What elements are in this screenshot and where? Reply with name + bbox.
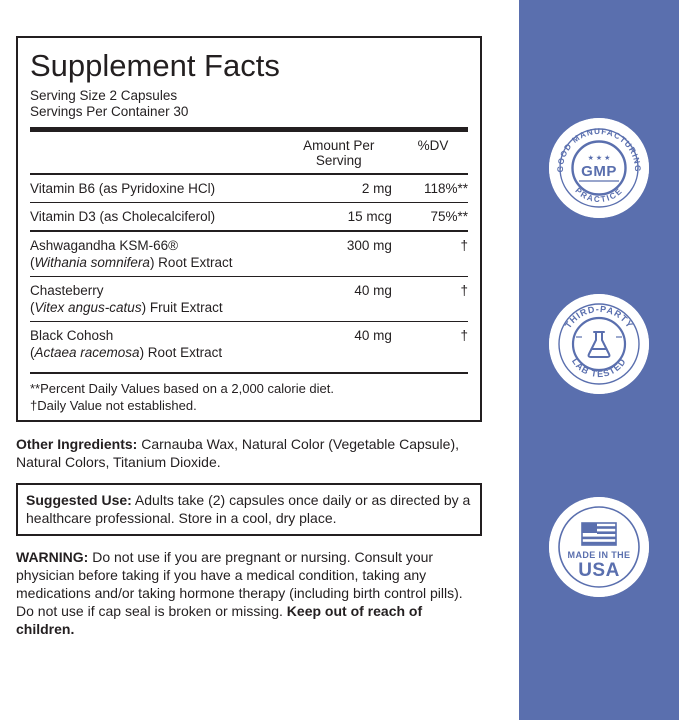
nutrient-name: Vitamin D3 (as Cholecalciferol) [30,209,216,224]
other-ingredients-label: Other Ingredients: [16,436,138,452]
nutrient-name [30,322,280,367]
nutrient-name-main: Black Cohosh [30,328,114,343]
us-flag-icon [549,497,649,597]
servings-per-container: Servings Per Container 30 [30,104,189,119]
nutrient-amount: 2 mg [361,181,392,196]
table-row [30,203,468,231]
table-row [30,277,468,322]
footnote-percent-dv: **Percent Daily Values based on a 2,000 calorie diet. [30,381,335,396]
table-header-row [30,132,468,173]
warning-section [16,548,482,638]
svg-text:LAB TESTED: LAB TESTED [569,356,629,380]
nutrient-name: Vitamin B6 (as Pyridoxine HCl) [30,181,216,196]
warning-bold-tail: Keep out of reach of children. [16,603,423,637]
nutrient-name-sub: (Actaea racemosa) Root Extract [30,345,223,360]
svg-text:MADE IN THE: MADE IN THE [567,550,631,560]
nutrient-name-main: Ashwagandha KSM-66® [30,238,179,253]
nutrient-name-main: Chasteberry [30,283,104,298]
nutrient-dv: † [460,283,468,298]
svg-text:GMP: GMP [581,163,617,180]
svg-text:THIRD-PARTY: THIRD-PARTY [562,303,636,331]
table-row [30,231,468,276]
flask-icon [549,294,649,394]
footnotes [30,374,468,414]
nutrient-name [30,277,280,322]
svg-text:★ ★ ★: ★ ★ ★ [587,155,611,162]
warning-text: Do not use if you are pregnant or nursing. Consult your physician before taking if you have a medical condition, taking any medications and/or taking hormone therapy (including birth control pills). Do not use if cap seal is broken or missing. [16,549,463,619]
other-ingredients [16,435,482,471]
suggested-use [16,483,482,536]
made-in-usa-badge [549,497,649,597]
nutrient-name [30,231,280,276]
suggested-use-label: Suggested Use: [26,492,132,508]
nutrient-dv: 118%** [423,181,468,196]
suggested-use-text: Adults take (2) capsules once daily or as directed by a healthcare professional. Store in a cool, dry place. [26,492,471,526]
header-nutrient [30,132,280,173]
supplement-facts-table [30,132,468,366]
nutrient-name-sub: (Vitex angus-catus) Fruit Extract [30,300,223,315]
footnote-dagger: †Daily Value not established. [30,398,197,413]
table-row [30,174,468,202]
gmp-badge [549,118,649,218]
warning-label: WARNING: [16,549,89,565]
nutrient-dv: † [460,238,468,253]
header-amount-per-serving: Amount Per Serving [303,138,375,168]
header-percent-dv: %DV [417,138,449,153]
nutrient-name-sub: (Withania somnifera) Root Extract [30,255,233,270]
nutrient-amount: 300 mg [346,238,392,253]
gmp-badge-icon [549,118,649,218]
table-row [30,322,468,367]
svg-text:GOOD MANUFACTURING: GOOD MANUFACTURING [555,126,643,173]
nutrient-amount: 40 mg [354,328,392,343]
other-ingredients-text: Carnauba Wax, Natural Color (Vegetable Capsule), Natural Colors, Titanium Dioxide. [16,436,460,470]
nutrient-dv: † [460,328,468,343]
third-party-lab-tested-badge [549,294,649,394]
supplement-facts-panel [16,36,482,422]
nutrient-dv: 75%** [430,209,468,224]
svg-text:USA: USA [578,560,620,581]
nutrient-amount: 15 mcg [347,209,392,224]
nutrient-amount: 40 mg [354,283,392,298]
label-right-panel [519,0,679,720]
serving-size: Serving Size 2 Capsules [30,88,178,103]
svg-text:PRACTICE: PRACTICE [573,185,625,205]
supplement-facts-title: Supplement Facts [30,48,280,83]
